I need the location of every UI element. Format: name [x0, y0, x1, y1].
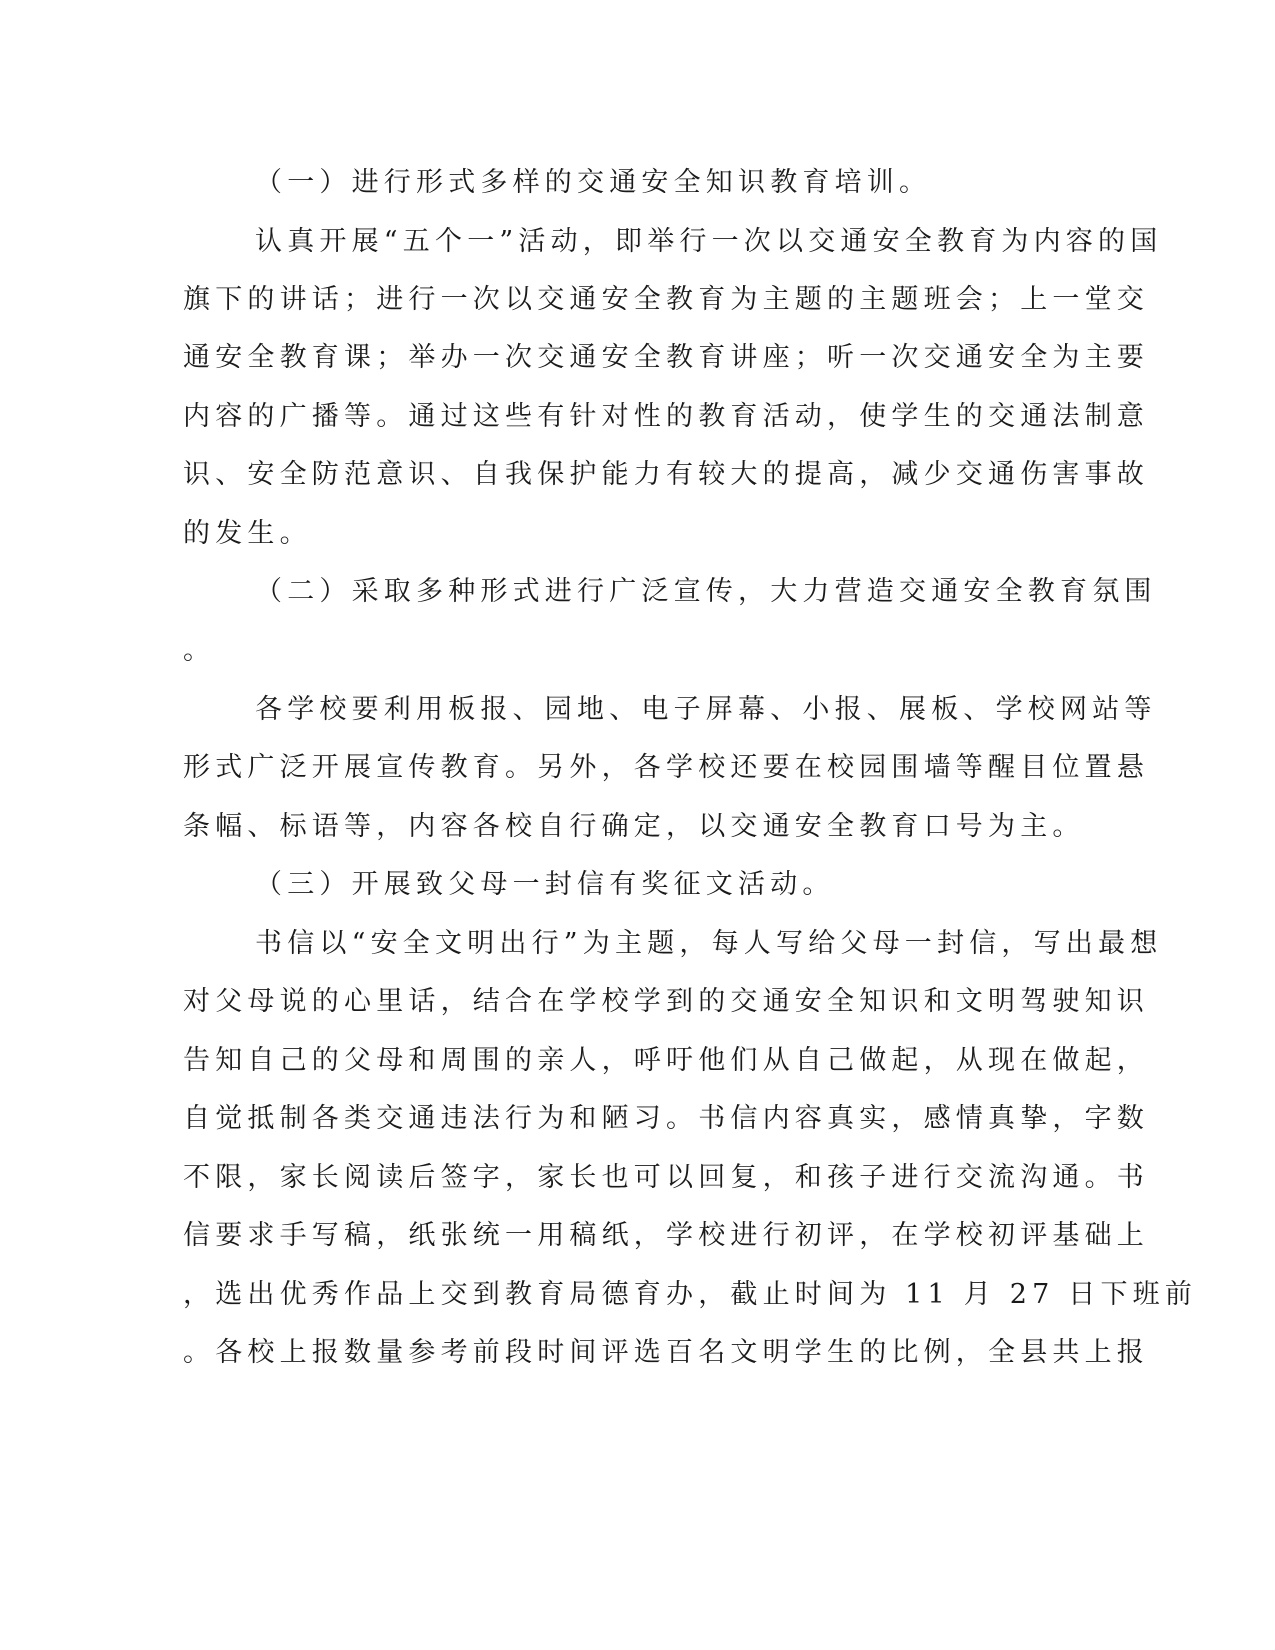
paragraph-line: 内容的广播等。通过这些有针对性的教育活动，使学生的交通法制意 [183, 401, 1149, 432]
paragraph-line: 认真开展“五个一”活动，即举行一次以交通安全教育为内容的国 [255, 226, 1163, 257]
paragraph-line: 各学校要利用板报、园地、电子屏幕、小报、展板、学校网站等 [255, 694, 1157, 725]
section-heading-2: （二）采取多种形式进行广泛宣传，大力营造交通安全教育氛围 [255, 576, 1157, 607]
paragraph-line: 告知自己的父母和周围的亲人，呼吁他们从自己做起，从现在做起， [183, 1045, 1149, 1076]
paragraph-line: 对父母说的心里话，结合在学校学到的交通安全知识和文明驾驶知识 [183, 986, 1149, 1017]
paragraph-line: 形式广泛开展宣传教育。另外，各学校还要在校园围墙等醒目位置悬 [183, 752, 1149, 783]
paragraph-line: 识、安全防范意识、自我保护能力有较大的提高，减少交通伤害事故 [183, 459, 1149, 490]
paragraph-line: 不限，家长阅读后签字，家长也可以回复，和孩子进行交流沟通。书 [183, 1162, 1149, 1193]
paragraph-line: 通安全教育课；举办一次交通安全教育讲座；听一次交通安全为主要 [183, 342, 1149, 373]
paragraph-line: 自觉抵制各类交通违法行为和陋习。书信内容真实，感情真挚，字数 [183, 1103, 1149, 1134]
paragraph-line: 信要求手写稿，纸张统一用稿纸，学校进行初评，在学校初评基础上 [183, 1220, 1149, 1251]
paragraph-line: 。 [183, 635, 216, 666]
paragraph-line: 旗下的讲话；进行一次以交通安全教育为主题的主题班会；上一堂交 [183, 284, 1149, 315]
paragraph-line: ，选出优秀作品上交到教育局德育办，截止时间为 11 月 27 日下班前 [183, 1279, 1198, 1310]
section-heading-1: （一）进行形式多样的交通安全知识教育培训。 [255, 167, 932, 198]
paragraph-line: 条幅、标语等，内容各校自行确定，以交通安全教育口号为主。 [183, 811, 1085, 842]
paragraph-line: 的发生。 [183, 518, 312, 549]
paragraph-line: 书信以“安全文明出行”为主题，每人写给父母一封信，写出最想 [255, 928, 1163, 959]
paragraph-line: 。各校上报数量参考前段时间评选百名文明学生的比例，全县共上报 [183, 1337, 1149, 1368]
section-heading-3: （三）开展致父母一封信有奖征文活动。 [255, 869, 835, 900]
